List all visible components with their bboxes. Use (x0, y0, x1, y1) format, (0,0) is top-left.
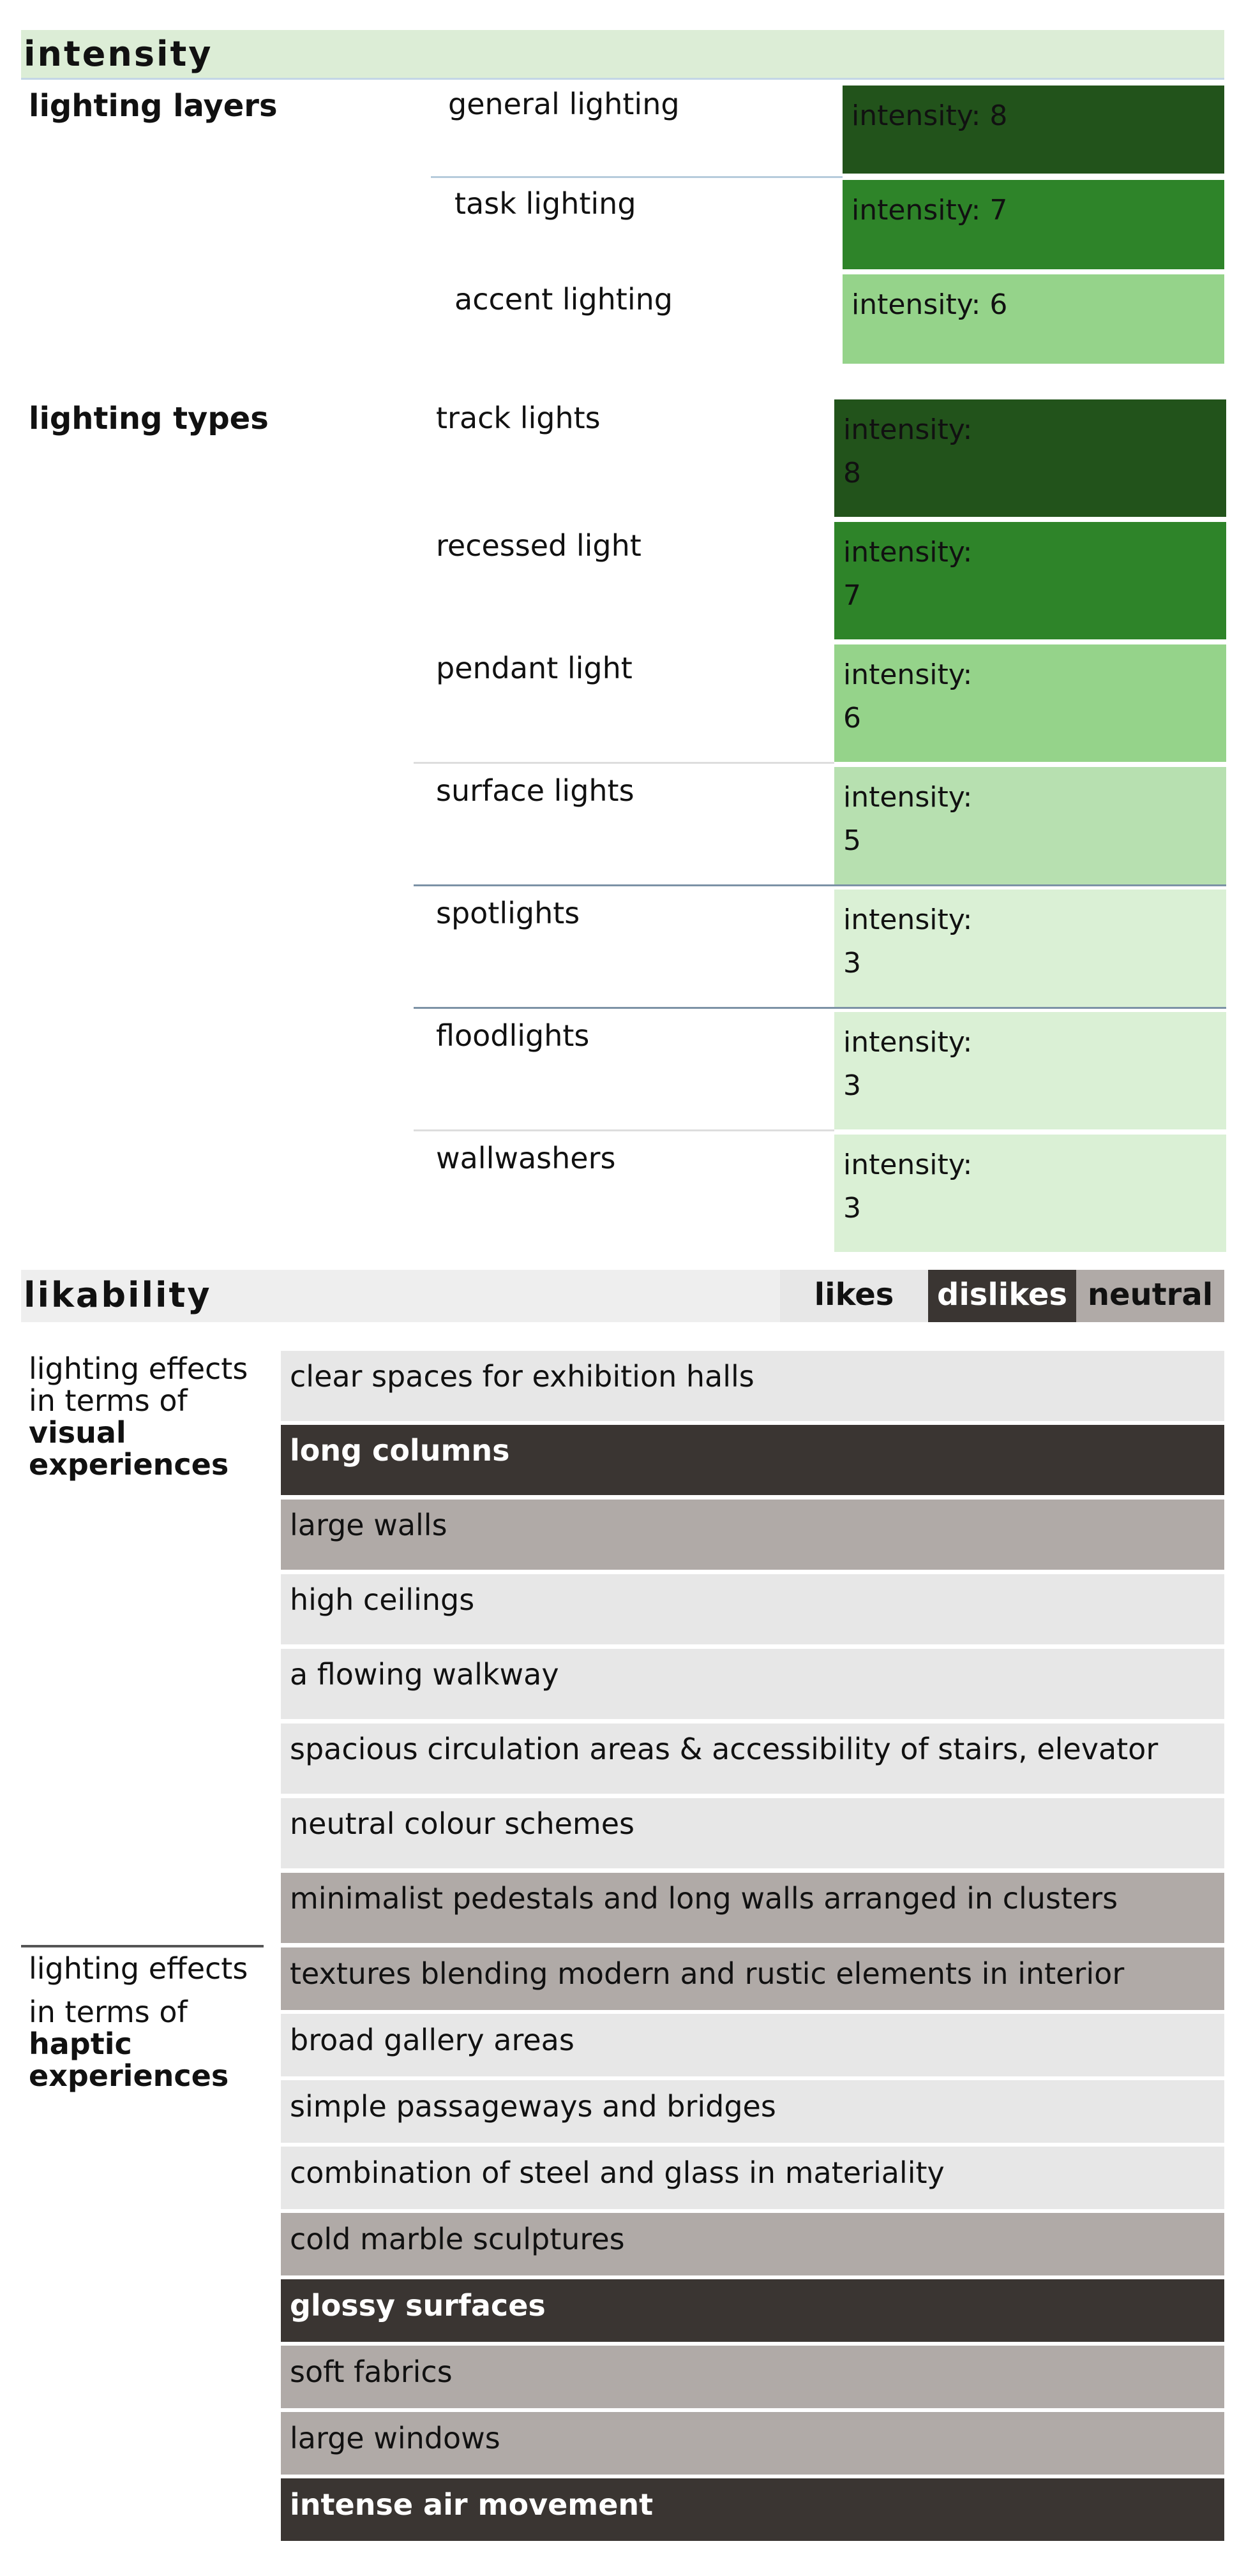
visual-item: a flowing walkway (281, 1649, 1224, 1719)
intensity-header (21, 30, 1224, 80)
divider (414, 1129, 834, 1131)
label-line: in terms of (29, 1383, 188, 1418)
type-recessed-light-label: recessed light (436, 528, 642, 563)
label-line: in terms of (29, 1995, 188, 2029)
haptic-item: cold marble sculptures (281, 2213, 1224, 2275)
intensity-prefix: intensity: (843, 536, 973, 569)
type-track-lights-intensity (834, 399, 1226, 517)
legend-likes: likes (780, 1270, 928, 1322)
type-pendant-light-label: pendant light (436, 651, 633, 685)
haptic-item: soft fabrics (281, 2346, 1224, 2408)
intensity-value: 5 (843, 824, 861, 857)
intensity-prefix: intensity: (843, 781, 973, 814)
visual-item: long columns (281, 1425, 1224, 1495)
type-recessed-light-intensity (834, 522, 1226, 639)
label-line-bold: experiences (29, 1447, 229, 1482)
type-floodlights-label: floodlights (436, 1018, 590, 1053)
layer-general-lighting-label: general lighting (448, 87, 680, 121)
haptic-item: simple passageways and bridges (281, 2080, 1224, 2143)
visual-item: large walls (281, 1500, 1224, 1570)
type-track-lights-label: track lights (436, 401, 601, 435)
intensity-value: 7 (843, 579, 861, 612)
intensity-prefix: intensity: (843, 1149, 973, 1181)
type-spotlights-intensity (834, 890, 1226, 1007)
visual-item: high ceilings (281, 1574, 1224, 1644)
type-wallwashers-intensity (834, 1135, 1226, 1252)
intensity-value: 8 (843, 457, 861, 489)
type-pendant-light-intensity (834, 644, 1226, 762)
intensity-value: 3 (843, 1069, 861, 1102)
visual-item: clear spaces for exhibition halls (281, 1351, 1224, 1421)
label-line: lighting effects (29, 1951, 248, 1986)
intensity-header-title: intensity (24, 34, 213, 74)
layer-task-lighting-label: task lighting (454, 186, 636, 221)
haptic-experiences-label (29, 1953, 248, 2092)
haptic-item: textures blending modern and rustic elements in interior (281, 1947, 1224, 2010)
intensity-prefix: intensity: (843, 1026, 973, 1059)
intensity-prefix: intensity: (843, 904, 973, 936)
divider (431, 176, 843, 178)
label-line-bold: visual (29, 1415, 126, 1450)
divider (414, 1007, 1226, 1009)
type-floodlights-intensity (834, 1012, 1226, 1129)
lighting-layers-label: lighting layers (29, 88, 278, 124)
layer-accent-lighting-intensity: intensity: 6 (843, 274, 1224, 364)
intensity-value: 3 (843, 1192, 861, 1225)
label-line-bold: haptic (29, 2027, 132, 2061)
layer-general-lighting-intensity: intensity: 8 (843, 86, 1224, 174)
haptic-item: large windows (281, 2412, 1224, 2475)
visual-item: spacious circulation areas & accessibility of stairs, elevator (281, 1724, 1224, 1794)
likability-header-title: likability (24, 1275, 212, 1315)
intensity-value: 6 (843, 702, 861, 734)
type-surface-lights-label: surface lights (436, 773, 634, 808)
haptic-item: intense air movement (281, 2478, 1224, 2541)
type-spotlights-label: spotlights (436, 896, 580, 930)
label-line-bold: experiences (29, 2059, 229, 2093)
intensity-prefix: intensity: (843, 659, 973, 691)
haptic-item: glossy surfaces (281, 2279, 1224, 2342)
visual-experiences-label (29, 1353, 248, 1480)
divider (414, 762, 834, 764)
legend-dislikes: dislikes (928, 1270, 1076, 1322)
divider (414, 884, 1226, 886)
haptic-item: combination of steel and glass in materiality (281, 2147, 1224, 2209)
visual-item: minimalist pedestals and long walls arranged in clusters (281, 1873, 1224, 1943)
intensity-value: 3 (843, 947, 861, 979)
layer-accent-lighting-label: accent lighting (454, 282, 673, 316)
visual-item: neutral colour schemes (281, 1798, 1224, 1868)
lighting-types-label: lighting types (29, 401, 269, 436)
group-divider (21, 1945, 264, 1947)
haptic-item: broad gallery areas (281, 2014, 1224, 2076)
type-wallwashers-label: wallwashers (436, 1141, 616, 1175)
layer-task-lighting-intensity: intensity: 7 (843, 180, 1224, 269)
intensity-prefix: intensity: (843, 413, 973, 446)
label-line: lighting effects (29, 1351, 248, 1386)
type-surface-lights-intensity (834, 767, 1226, 884)
legend-neutral: neutral (1076, 1270, 1224, 1322)
